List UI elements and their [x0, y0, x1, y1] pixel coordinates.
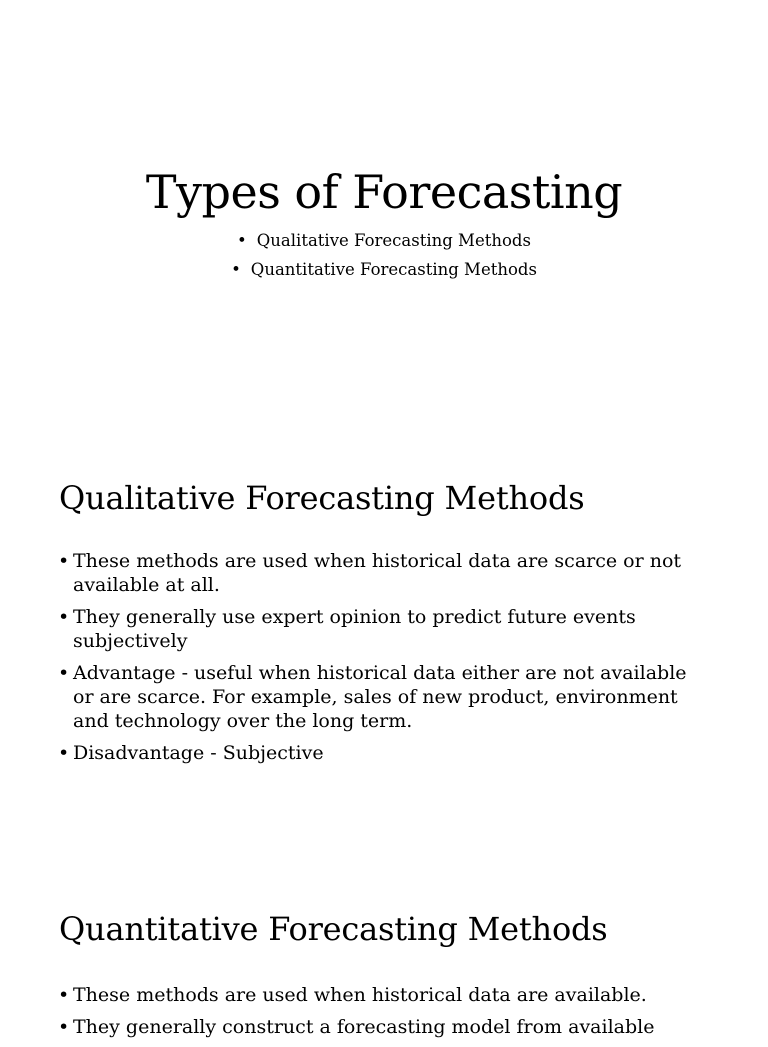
bullet-icon: •	[231, 260, 241, 279]
slide-title: Types of Forecasting	[145, 165, 623, 219]
bullet-icon: •	[58, 1016, 70, 1038]
bullet-list	[58, 549, 708, 773]
list-item-text: They generally construct a forecasting model from available	[73, 1016, 655, 1038]
list-item	[58, 661, 708, 733]
list-item-text: Disadvantage - Subjective	[73, 742, 324, 764]
list-item-text: Quantitative Forecasting Methods	[250, 260, 537, 279]
list-item-text: Qualitative Forecasting Methods	[256, 231, 531, 250]
slide-quantitative-methods	[0, 868, 768, 1038]
bullet-list	[58, 983, 708, 1047]
list-item	[58, 605, 708, 653]
slide-types-of-forecasting	[0, 0, 768, 434]
bullet-icon: •	[58, 984, 70, 1006]
list-item	[58, 983, 708, 1007]
list-item	[58, 741, 708, 765]
bullet-icon: •	[58, 662, 70, 684]
list-item-text: Advantage - useful when historical data either are not available or are scarce. For example, sales of new product, environment and technology over the long term.	[73, 662, 687, 732]
list-item-text: They generally use expert opinion to predict future events subjectively	[73, 606, 636, 652]
bullet-icon: •	[237, 231, 247, 250]
list-item	[0, 226, 768, 255]
list-item	[0, 255, 768, 284]
list-item	[58, 1015, 708, 1039]
slide-title: Quantitative Forecasting Methods	[59, 910, 608, 948]
bullet-icon: •	[58, 606, 70, 628]
list-item-text: These methods are used when historical data are scarce or not available at all.	[73, 550, 682, 596]
bullet-icon: •	[58, 742, 70, 764]
bullet-list	[0, 226, 768, 284]
list-item-text: These methods are used when historical data are available.	[73, 984, 647, 1006]
slide-title: Qualitative Forecasting Methods	[59, 479, 585, 517]
bullet-icon: •	[58, 550, 70, 572]
list-item	[58, 549, 708, 597]
slide-qualitative-methods	[0, 434, 768, 868]
